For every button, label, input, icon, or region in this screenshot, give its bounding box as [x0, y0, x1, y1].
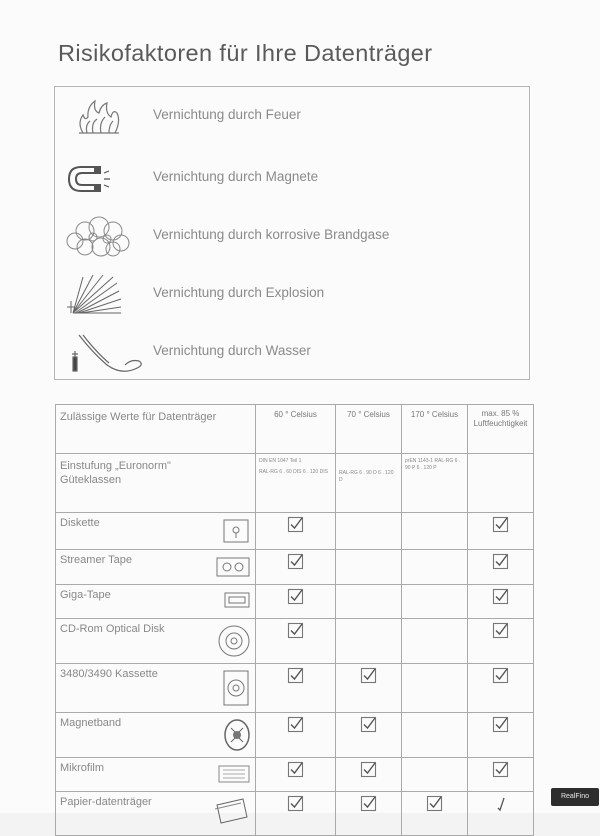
giga-tape-icon — [223, 588, 251, 615]
euronorm-row — [56, 454, 534, 513]
corner-label: Zulässige Werte für Datenträger — [56, 405, 256, 454]
checkbox-checked-icon — [256, 516, 335, 533]
euronorm-value — [468, 454, 534, 513]
media-cell — [56, 513, 256, 550]
checkbox-checked-icon — [256, 553, 335, 570]
check-cell — [468, 758, 534, 792]
check-cell — [336, 664, 402, 713]
media-name: CD-Rom Optical Disk — [60, 623, 165, 635]
media-cell — [56, 713, 256, 758]
streamer-tape-icon — [215, 553, 251, 584]
fire-icon — [63, 95, 153, 139]
risk-text: Vernichtung durch Magnete — [153, 169, 319, 184]
media-cell — [56, 792, 256, 836]
check-cell — [468, 713, 534, 758]
magnet-icon — [63, 157, 153, 201]
checkbox-checked-icon — [468, 622, 533, 639]
checkbox-checked-icon — [468, 588, 533, 605]
checkbox-checked-icon — [336, 667, 401, 684]
media-name: Mikrofilm — [60, 762, 104, 774]
column-header: 170 ° Celsius — [402, 405, 468, 454]
cassette-icon — [221, 667, 251, 712]
check-cell — [468, 664, 534, 713]
checkbox-checked-icon — [256, 667, 335, 684]
checkbox-checked-icon — [256, 795, 335, 812]
checkbox-checked-icon — [468, 716, 533, 733]
check-cell — [336, 550, 402, 585]
checkbox-checked-icon — [336, 761, 401, 778]
check-cell — [256, 619, 336, 664]
checkbox-checked-icon — [468, 553, 533, 570]
check-cell — [402, 758, 468, 792]
checkbox-checked-icon — [468, 516, 533, 533]
table-header-row — [56, 405, 534, 454]
table-row — [56, 713, 534, 758]
check-cell — [402, 550, 468, 585]
table-row — [56, 792, 534, 836]
checkbox-checked-icon — [256, 622, 335, 639]
media-name: Diskette — [60, 517, 100, 529]
check-cell — [336, 619, 402, 664]
table-row — [56, 550, 534, 585]
media-name: 3480/3490 Kassette — [60, 668, 158, 680]
check-cell — [402, 585, 468, 619]
media-cell — [56, 619, 256, 664]
check-cell — [402, 664, 468, 713]
checkbox-checked-icon — [402, 795, 467, 812]
column-header: 60 ° Celsius — [256, 405, 336, 454]
euronorm-value: RAL-RG 6 . 90 D 6 . 120 D — [336, 454, 402, 513]
tape-reel-icon — [223, 716, 251, 757]
risk-item-fire — [55, 95, 531, 135]
storage-media-table — [55, 404, 534, 836]
checkbox-checked-icon — [256, 761, 335, 778]
checkbox-checked-icon — [468, 667, 533, 684]
microfilm-icon — [217, 761, 251, 790]
check-cell — [468, 619, 534, 664]
check-cell — [402, 619, 468, 664]
check-cell — [336, 758, 402, 792]
column-header: max. 85 % Luftfeuchtigkeit — [468, 405, 534, 454]
check-cell — [256, 664, 336, 713]
media-cell — [56, 585, 256, 619]
risk-text: Vernichtung durch Wasser — [153, 343, 311, 358]
euronorm-value: DIN EN 1047 Teil 1 RAL-RG 6 . 60 DIS 6 . 120 DIS — [256, 454, 336, 513]
check-cell — [336, 513, 402, 550]
table-row — [56, 619, 534, 664]
check-cell — [336, 585, 402, 619]
check-cell — [402, 513, 468, 550]
checkbox-checked-icon — [256, 588, 335, 605]
check-cell — [256, 513, 336, 550]
risk-text: Vernichtung durch korrosive Brandgase — [153, 227, 390, 242]
check-cell — [402, 792, 468, 836]
media-name: Papier-datenträger — [60, 796, 152, 808]
checkbox-checked-icon — [256, 716, 335, 733]
risk-item-magnet — [55, 157, 531, 197]
check-cell — [256, 550, 336, 585]
euronorm-value: prEN 1143-1 RAL-RG 6 . 90 P 6 . 120 P — [402, 454, 468, 513]
risk-text: Vernichtung durch Explosion — [153, 285, 325, 300]
euronorm-label: Einstufung „Euronorm" Güteklassen — [56, 454, 256, 513]
check-cell — [256, 585, 336, 619]
water-hose-icon — [63, 331, 153, 375]
table-row — [56, 513, 534, 550]
risk-item-explosion — [55, 273, 531, 313]
check-cell — [336, 792, 402, 836]
cd-icon — [217, 622, 251, 663]
media-cell — [56, 664, 256, 713]
check-mark-icon — [468, 795, 533, 812]
table-row — [56, 585, 534, 619]
check-cell — [468, 585, 534, 619]
column-header: 70 ° Celsius — [336, 405, 402, 454]
media-cell — [56, 550, 256, 585]
media-name: Giga-Tape — [60, 589, 111, 601]
media-name: Magnetband — [60, 717, 122, 729]
risk-item-smoke — [55, 215, 531, 255]
table-row — [56, 664, 534, 713]
risk-factors-box — [54, 86, 530, 380]
diskette-icon — [221, 516, 251, 549]
table-row — [56, 758, 534, 792]
risk-text: Vernichtung durch Feuer — [153, 107, 301, 122]
risk-item-water — [55, 331, 531, 371]
checkbox-checked-icon — [336, 795, 401, 812]
check-cell — [256, 713, 336, 758]
explosion-icon — [63, 273, 153, 317]
checkbox-checked-icon — [336, 716, 401, 733]
check-cell — [336, 713, 402, 758]
smoke-icon — [63, 215, 153, 259]
corner-badge: RealFino — [551, 788, 599, 806]
media-cell — [56, 758, 256, 792]
checkbox-checked-icon — [468, 761, 533, 778]
check-cell — [256, 758, 336, 792]
page-title: Risikofaktoren für Ihre Datenträger — [58, 40, 433, 66]
check-cell — [468, 792, 534, 836]
check-cell — [402, 713, 468, 758]
check-cell — [256, 792, 336, 836]
check-cell — [468, 513, 534, 550]
media-name: Streamer Tape — [60, 554, 132, 566]
check-cell — [468, 550, 534, 585]
